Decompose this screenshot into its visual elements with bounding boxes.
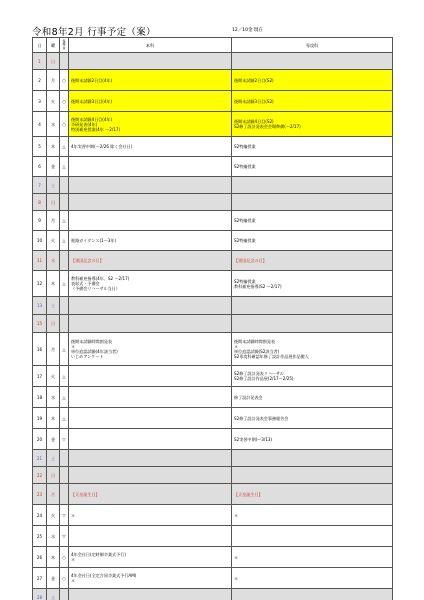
day-cell: 23 (33, 484, 47, 505)
branch-events-cell (232, 157, 393, 177)
weekday-cell: 火 (47, 366, 60, 387)
event-line: S2修了設計作品展(2/17〜2/25) (234, 376, 294, 381)
mark-cell: △ (60, 271, 69, 297)
day-cell: 1 (33, 53, 47, 70)
event-line: ＊ (234, 344, 239, 349)
event-line: ＊ (71, 344, 76, 349)
event-line: S2修了設計発表会会場準備(〜2/17) (234, 124, 301, 129)
mark-cell: ○ (60, 91, 69, 112)
mark-cell (60, 450, 69, 467)
mark-cell: ▽ (60, 505, 69, 526)
main-events-cell (69, 91, 232, 112)
weekday-cell: 金 (47, 157, 60, 177)
day-cell: 4 (33, 112, 47, 137)
table-row (33, 366, 393, 387)
mark-cell: ○ (60, 568, 69, 589)
table-row (33, 112, 393, 137)
mark-cell: △ (60, 366, 69, 387)
main-events-cell (69, 194, 232, 211)
event-line: 修了設計発表会 (234, 394, 263, 400)
event-line: S2修了設計発表リハーサル (234, 371, 284, 376)
day-cell: 2 (33, 70, 47, 91)
event-line: S2特編授業 (234, 164, 256, 169)
weekday-cell: 日 (47, 194, 60, 211)
main-events-cell (69, 231, 232, 251)
branch-events-cell (232, 231, 393, 251)
main-events-cell (69, 568, 232, 589)
main-events-cell (69, 505, 232, 526)
page-header (32, 24, 392, 38)
main-events-cell (69, 112, 232, 137)
weekday-cell: 月 (47, 70, 60, 91)
main-events-cell (69, 315, 232, 333)
table-row (33, 387, 393, 408)
event-line: 後期末試験3日目(S2) (234, 98, 274, 104)
table-row (33, 450, 393, 467)
weekday-cell: 木 (47, 408, 60, 429)
weekday-cell: 火 (47, 231, 60, 251)
weekday-cell: 木 (47, 271, 60, 297)
table-row (33, 53, 393, 70)
main-events-cell (69, 429, 232, 450)
mark-cell: ○ (60, 112, 69, 137)
event-line: 単位追認試験(S2該当者) (234, 349, 280, 354)
event-line: 教科補充指導(S2 〜2/17) (234, 283, 282, 289)
weekday-cell: 月 (47, 484, 60, 505)
branch-events-cell (232, 137, 393, 157)
main-events-cell (69, 526, 232, 547)
column-header-branch: 専攻科 (232, 38, 393, 53)
mark-cell (60, 251, 69, 271)
mark-cell: △ (60, 157, 69, 177)
mark-cell: △ (60, 137, 69, 157)
schedule-table (32, 37, 393, 600)
branch-events-cell (232, 333, 393, 366)
day-cell: 25 (33, 526, 47, 547)
main-events-cell (69, 177, 232, 194)
event-line: 4年会社日(定時制卒業式予行) (71, 552, 126, 557)
event-line: ＊ (234, 554, 239, 560)
table-row (33, 589, 393, 600)
event-line: S2修了設計発表会事務報告会 (234, 415, 289, 421)
table-header-row (33, 38, 393, 53)
main-events-cell (69, 450, 232, 467)
day-cell: 6 (33, 157, 47, 177)
event-line: 単位追認試験(4年該当者) (71, 349, 118, 354)
weekday-cell: 金 (47, 568, 60, 589)
day-cell: 24 (33, 505, 47, 526)
mark-cell: △ (60, 333, 69, 366)
column-header-weekday: 曜 (47, 38, 60, 53)
branch-events-cell (232, 366, 393, 387)
table-row (33, 408, 393, 429)
main-events-cell (69, 589, 232, 600)
main-events-cell (69, 70, 232, 91)
event-line: 特別補充授業(4年 〜2/17) (71, 126, 121, 132)
day-cell: 19 (33, 408, 47, 429)
event-line: 4年実習中期(〜2/26 除く会社日) (71, 144, 133, 149)
table-row (33, 505, 393, 526)
day-cell: 28 (33, 589, 47, 600)
branch-events-cell (232, 297, 393, 315)
weekday-cell: 火 (47, 91, 60, 112)
branch-events-cell (232, 194, 393, 211)
mark-cell: ▽ (60, 526, 69, 547)
main-events-cell (69, 251, 232, 271)
day-cell: 20 (33, 429, 47, 450)
main-events-cell (69, 157, 232, 177)
day-cell: 5 (33, 137, 47, 157)
day-cell: 13 (33, 297, 47, 315)
main-events-cell (69, 408, 232, 429)
table-row (33, 137, 393, 157)
table-row (33, 526, 393, 547)
mark-cell (60, 297, 69, 315)
day-cell: 16 (33, 333, 47, 366)
branch-events-cell (232, 547, 393, 568)
day-cell: 11 (33, 251, 47, 271)
day-cell: 9 (33, 211, 47, 231)
day-cell: 10 (33, 231, 47, 251)
event-line: S2特編授業 (234, 218, 256, 223)
event-line: 【天皇誕生日】 (71, 491, 100, 497)
branch-events-cell (232, 568, 393, 589)
branch-events-cell (232, 91, 393, 112)
mark-cell: △ (60, 211, 69, 231)
weekday-cell: 水 (47, 387, 60, 408)
mark-cell (60, 589, 69, 600)
event-line: 4年会社日(全定合同卒業式予行AM) (71, 573, 137, 578)
branch-events-cell (232, 177, 393, 194)
event-line: ＊ (234, 512, 239, 518)
table-row (33, 70, 393, 91)
table-row (33, 91, 393, 112)
branch-events-cell (232, 589, 393, 600)
main-events-cell (69, 211, 232, 231)
main-events-cell (69, 137, 232, 157)
weekday-cell: 土 (47, 177, 60, 194)
mark-cell (60, 315, 69, 333)
weekday-cell: 日 (47, 315, 60, 333)
event-line: いじめアンケート (71, 354, 104, 359)
weekday-cell: 木 (47, 547, 60, 568)
mark-cell: △ (60, 387, 69, 408)
branch-events-cell (232, 211, 393, 231)
event-line: （予備会リハーサル当日） (71, 286, 120, 291)
as-of-date: 12／10金 現在 (232, 28, 263, 33)
day-cell: 8 (33, 194, 47, 211)
main-events-cell (69, 297, 232, 315)
event-line: 卒研発表(4年) (71, 121, 98, 127)
event-line: 後期末試験時間割発表 (71, 339, 112, 344)
branch-events-cell (232, 387, 393, 408)
table-row (33, 547, 393, 568)
branch-events-cell (232, 315, 393, 333)
weekday-cell: 水 (47, 112, 60, 137)
mark-cell: ○ (60, 70, 69, 91)
day-cell: 12 (33, 271, 47, 297)
day-cell: 15 (33, 315, 47, 333)
weekday-cell: 土 (47, 297, 60, 315)
event-line: 後期末試験3日目(4年) (71, 98, 113, 104)
main-events-cell (69, 387, 232, 408)
day-cell: 3 (33, 91, 47, 112)
main-events-cell (69, 366, 232, 387)
weekday-cell: 水 (47, 526, 60, 547)
table-row (33, 297, 393, 315)
day-cell: 17 (33, 366, 47, 387)
event-line: ＊ (71, 512, 76, 518)
event-line: S2専攻科確認年修了設計作品展作品搬入 (234, 354, 309, 359)
event-line: ＊ (234, 575, 239, 581)
table-row (33, 333, 393, 366)
branch-events-cell (232, 112, 393, 137)
main-events-cell (69, 53, 232, 70)
branch-events-cell (232, 70, 393, 91)
table-row (33, 271, 393, 297)
event-line: ＊ (71, 578, 76, 583)
mark-cell (60, 53, 69, 70)
mark-cell: △ (60, 408, 69, 429)
event-line: 表彰式・予備会 (71, 281, 100, 286)
mark-cell: ▽ (60, 429, 69, 450)
branch-events-cell (232, 484, 393, 505)
branch-events-cell (232, 408, 393, 429)
event-line: S2特編授業 (234, 238, 256, 243)
table-row (33, 251, 393, 271)
table-row (33, 177, 393, 194)
day-cell: 18 (33, 387, 47, 408)
branch-events-cell (232, 53, 393, 70)
table-row (33, 157, 393, 177)
table-row (33, 484, 393, 505)
branch-events-cell (232, 251, 393, 271)
event-line: S2実習中期(〜3/13) (234, 436, 273, 442)
mark-cell: △ (60, 231, 69, 251)
column-header-day: 日 (33, 38, 47, 53)
event-line: S2特編授業 (234, 144, 256, 149)
table-row (33, 429, 393, 450)
day-cell: 27 (33, 568, 47, 589)
event-line: 【天皇誕生日】 (234, 491, 263, 497)
event-line: ＊ (71, 557, 76, 562)
weekday-cell: 土 (47, 589, 60, 600)
page-title: 令和8年2月 行事予定（案） (32, 27, 156, 38)
event-line: 後期末試験2日目(S2) (234, 77, 274, 83)
weekday-cell: 月 (47, 211, 60, 231)
branch-events-cell (232, 271, 393, 297)
main-events-cell (69, 547, 232, 568)
table-row (33, 194, 393, 211)
table-row (33, 211, 393, 231)
branch-events-cell (232, 429, 393, 450)
main-events-cell (69, 333, 232, 366)
event-line: 【建国記念の日】 (234, 258, 267, 263)
branch-events-cell (232, 526, 393, 547)
mark-cell (60, 484, 69, 505)
table-row (33, 315, 393, 333)
event-line: 後期末試験4日目(S2) (234, 119, 274, 124)
main-events-cell (69, 467, 232, 484)
mark-cell (60, 194, 69, 211)
mark-cell (60, 177, 69, 194)
branch-events-cell (232, 467, 393, 484)
weekday-cell: 月 (47, 333, 60, 366)
event-line: 進路ガイダンス(1〜3年) (71, 238, 117, 243)
weekday-cell: 日 (47, 467, 60, 484)
event-line: S2特編授業 (234, 278, 256, 284)
event-line: 後期末試験4日目(4年) (71, 116, 113, 122)
day-cell: 22 (33, 467, 47, 484)
event-line: 教科補充指導(4年、S2 〜2/17) (71, 276, 130, 281)
table-row (33, 568, 393, 589)
branch-events-cell (232, 450, 393, 467)
weekday-cell: 木 (47, 137, 60, 157)
main-events-cell (69, 484, 232, 505)
branch-events-cell (232, 505, 393, 526)
main-events-cell (69, 271, 232, 297)
event-line: 後期末試験2日目(4年) (71, 77, 113, 83)
event-line: 【建国記念の日】 (71, 258, 104, 263)
weekday-cell: 水 (47, 251, 60, 271)
weekday-cell: 日 (47, 53, 60, 70)
column-header-main: 本科 (69, 38, 232, 53)
table-row (33, 231, 393, 251)
weekday-cell: 火 (47, 505, 60, 526)
weekday-cell: 金 (47, 429, 60, 450)
weekday-cell: 土 (47, 450, 60, 467)
day-cell: 7 (33, 177, 47, 194)
mark-cell (60, 467, 69, 484)
mark-cell: ○ (60, 547, 69, 568)
event-line: 後期末試験時間割発表 (234, 339, 275, 344)
day-cell: 26 (33, 547, 47, 568)
column-header-mark: 保護者 (60, 38, 69, 53)
day-cell: 21 (33, 450, 47, 467)
table-row (33, 467, 393, 484)
